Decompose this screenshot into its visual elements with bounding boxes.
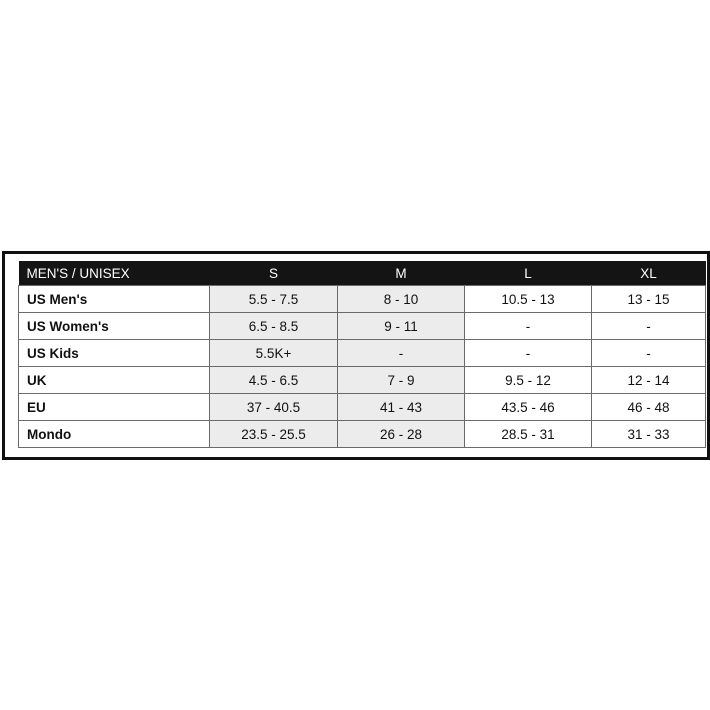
table-cell: 37 - 40.5 [210, 394, 338, 421]
table-cell: - [465, 340, 592, 367]
row-label: UK [19, 367, 210, 394]
size-header-m: M [338, 261, 465, 286]
header-row [19, 261, 706, 286]
size-header-xl: XL [592, 261, 706, 286]
table-cell: 6.5 - 8.5 [210, 313, 338, 340]
table-cell: - [338, 340, 465, 367]
table-cell: 12 - 14 [592, 367, 706, 394]
table-row [19, 286, 706, 313]
table-cell: 7 - 9 [338, 367, 465, 394]
row-label: US Kids [19, 340, 210, 367]
table-row [19, 313, 706, 340]
table-row [19, 367, 706, 394]
size-chart-frame [2, 251, 710, 460]
table-row [19, 421, 706, 448]
table-cell: 8 - 10 [338, 286, 465, 313]
row-label: EU [19, 394, 210, 421]
table-cell: 46 - 48 [592, 394, 706, 421]
table-cell: - [592, 340, 706, 367]
table-cell: 9 - 11 [338, 313, 465, 340]
table-cell: 13 - 15 [592, 286, 706, 313]
table-cell: 41 - 43 [338, 394, 465, 421]
table-cell: 10.5 - 13 [465, 286, 592, 313]
size-header-s: S [210, 261, 338, 286]
table-cell: 26 - 28 [338, 421, 465, 448]
table-cell: 5.5K+ [210, 340, 338, 367]
table-cell: - [465, 313, 592, 340]
table-cell: 9.5 - 12 [465, 367, 592, 394]
table-cell: 43.5 - 46 [465, 394, 592, 421]
table-cell: 31 - 33 [592, 421, 706, 448]
row-label: US Women's [19, 313, 210, 340]
table-cell: 4.5 - 6.5 [210, 367, 338, 394]
table-row [19, 394, 706, 421]
table-cell: 23.5 - 25.5 [210, 421, 338, 448]
region-header: MEN'S / UNISEX [19, 261, 210, 286]
size-chart-table [18, 261, 706, 448]
table-cell: - [592, 313, 706, 340]
size-header-l: L [465, 261, 592, 286]
row-label: Mondo [19, 421, 210, 448]
row-label: US Men's [19, 286, 210, 313]
table-cell: 5.5 - 7.5 [210, 286, 338, 313]
table-cell: 28.5 - 31 [465, 421, 592, 448]
table-row [19, 340, 706, 367]
